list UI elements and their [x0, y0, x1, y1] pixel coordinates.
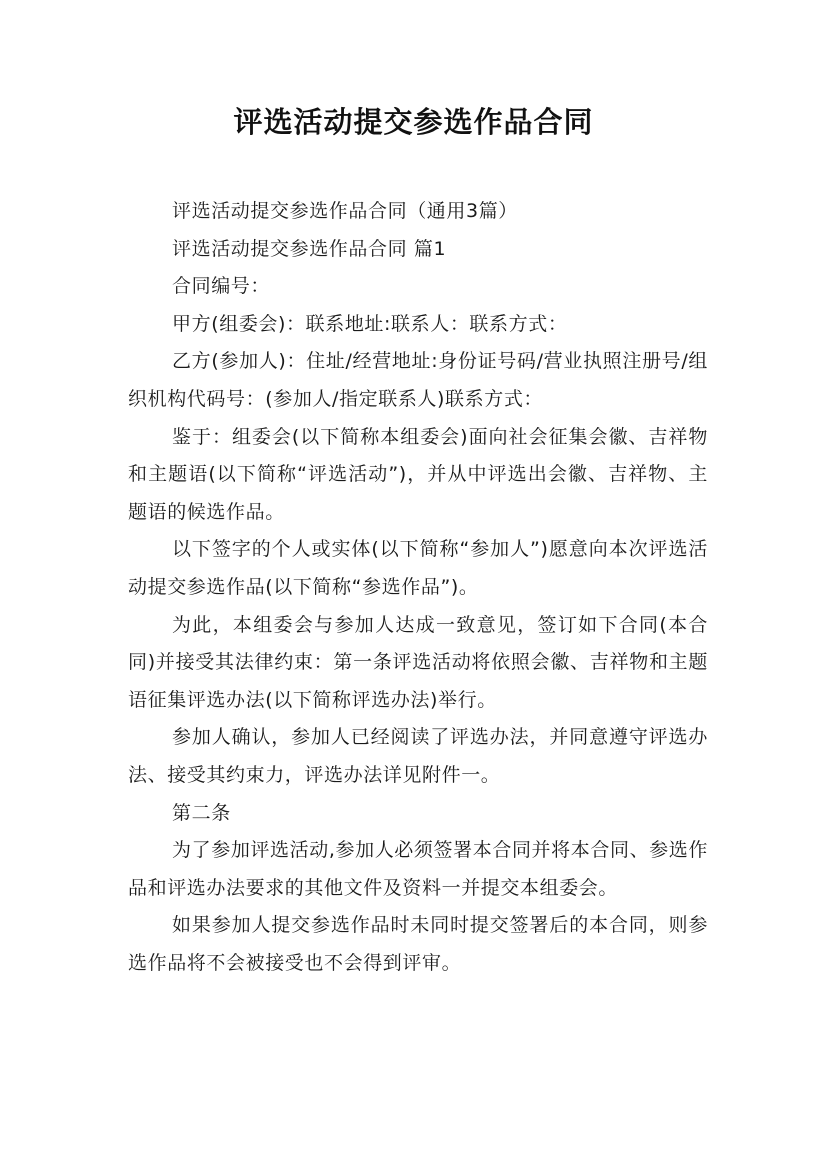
paragraph-rejection: 如果参加人提交参选作品时未同时提交签署后的本合同，则参选作品将不会被接受也不会得到评审。 [128, 914, 708, 974]
paragraph-section-heading: 评选活动提交参选作品合同 篇1 [172, 237, 447, 260]
paragraph-participant: 以下签字的个人或实体(以下简称“参加人”)愿意向本次评选活动提交参选作品(以下简称“参选作品”)。 [128, 538, 708, 598]
paragraph-agreement: 为此，本组委会与参加人达成一致意见，签订如下合同(本合同)并接受其法律约束：第一条评选活动将依照会徽、吉祥物和主题语征集评选办法(以下简称评选办法)举行。 [128, 613, 708, 711]
document-body [128, 193, 708, 982]
document-title: 评选活动提交参选作品合同 [233, 105, 594, 139]
paragraph-whereas: 鉴于：组委会(以下简称本组委会)面向社会征集会徽、吉祥物和主题语(以下简称“评选活动”)，并从中评选出会徽、吉祥物、主题语的候选作品。 [128, 425, 708, 523]
paragraph-party-b: 乙方(参加人)：住址/经营地址:身份证号码/营业执照注册号/组织机构代码号：(参加人/指定联系人)联系方式： [128, 350, 708, 410]
paragraph-subtitle: 评选活动提交参选作品合同（通用3篇） [172, 200, 518, 222]
paragraph-contract-number: 合同编号： [172, 275, 271, 298]
paragraph-submission: 为了参加评选活动,参加人必须签署本合同并将本合同、参选作品和评选办法要求的其他文件及资料一并提交本组委会。 [128, 839, 708, 899]
paragraph-confirmation: 参加人确认，参加人已经阅读了评选办法，并同意遵守评选办法、接受其约束力，评选办法详见附件一。 [128, 726, 708, 786]
paragraph-party-a: 甲方(组委会)：联系地址:联系人：联系方式： [172, 312, 568, 335]
paragraph-article-two: 第二条 [172, 801, 231, 824]
